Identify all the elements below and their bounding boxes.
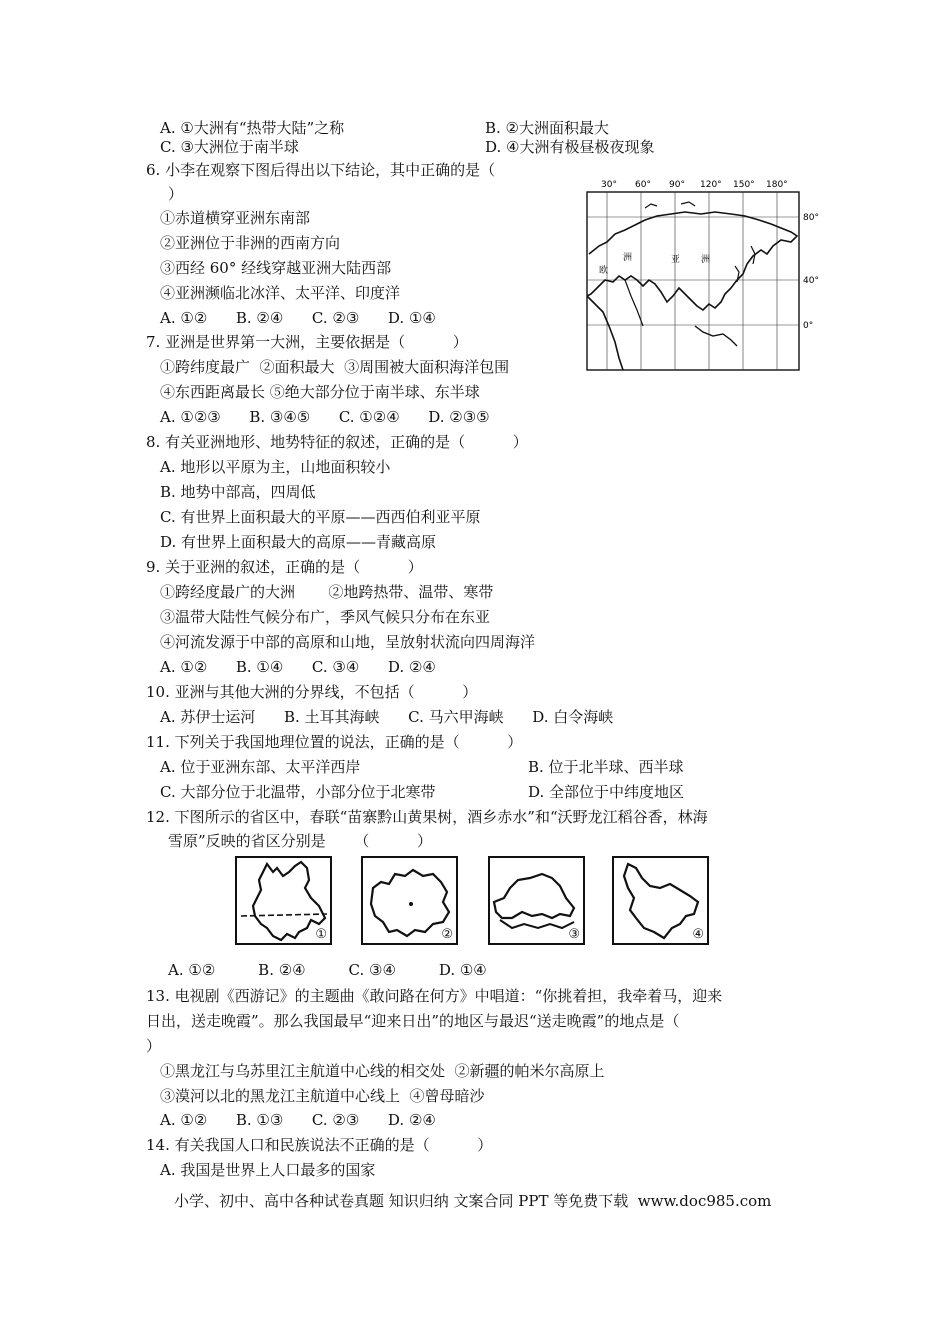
lon-label: 150°: [733, 180, 755, 190]
page-footer: 小学、初中、高中各种试卷真题 知识归纳 文案合同 PPT 等免费下载 www.doc985.com: [174, 1192, 772, 1210]
text-line: A. ①大洲有“热带大陆”之称: [160, 119, 345, 137]
text-line: 6. 小李在观察下图后得出以下结论，其中正确的是（: [146, 161, 496, 179]
text-line: 9. 关于亚洲的叙述，正确的是（ ）: [146, 558, 423, 576]
province-label: ④: [692, 927, 704, 942]
province-label: ③: [568, 927, 580, 942]
text-line: A. 地形以平原为主，山地面积较小: [160, 458, 391, 476]
lon-label: 30°: [601, 180, 617, 190]
lon-label: 60°: [635, 180, 651, 190]
text-line: 日出，送走晚霞”。那么我国最早“迎来日出”的地区与最迟“送走晚霞”的地点是（: [146, 1012, 680, 1030]
province-outline-2: [361, 856, 458, 945]
province-outline-3: [488, 856, 585, 945]
lon-label: 90°: [669, 180, 685, 190]
text-line: C. ③大洲位于南半球: [160, 138, 299, 156]
text-line: A. 位于亚洲东部、太平洋西岸: [160, 758, 361, 776]
lat-label: 40°: [803, 276, 819, 286]
text-line: D. ④大洲有极昼极夜现象: [485, 138, 655, 156]
text-line: ①赤道横穿亚洲东南部: [160, 209, 311, 227]
province-label: ②: [441, 927, 453, 942]
text-line: A. ①② B. ②④ C. ②③ D. ①④: [160, 309, 436, 327]
text-line: C. 大部分位于北温带，小部分位于北寒带: [160, 783, 436, 801]
text-line: D. 有世界上面积最大的高原——青藏高原: [160, 533, 437, 551]
text-line: ③温带大陆性气候分布广，季风气候只分布在东亚: [160, 608, 491, 626]
text-line: 10. 亚洲与其他大洲的分界线，不包括（ ）: [146, 683, 478, 701]
text-line: A. ①② B. ②④ C. ③④ D. ①④: [168, 961, 487, 979]
text-line: 8. 有关亚洲地形、地势特征的叙述，正确的是（ ）: [146, 433, 528, 451]
region-label: 洲: [623, 253, 633, 263]
text-line: ④亚洲濒临北冰洋、太平洋、印度洋: [160, 284, 401, 302]
text-line: D. 全部位于中纬度地区: [528, 783, 685, 801]
region-label: 欧: [599, 266, 609, 276]
text-line: ①跨经度最广的大洲 ②地跨热带、温带、寒带: [160, 583, 494, 601]
lat-label: 80°: [803, 213, 819, 223]
province-label: ①: [315, 927, 327, 942]
text-line: 12. 下图所示的省区中，春联“苗寨黔山黄果树，酒乡赤水”和“沃野龙江稻谷香，林海: [146, 808, 708, 826]
text-line: ③漠河以北的黑龙江主航道中心线上 ④曾母暗沙: [160, 1087, 485, 1105]
text-line: C. 有世界上面积最大的平原——西西伯利亚平原: [160, 508, 481, 526]
text-line: B. ②大洲面积最大: [485, 119, 610, 137]
asia-map: [585, 176, 817, 372]
lon-label: 120°: [700, 180, 722, 190]
lon-label: 180°: [766, 180, 788, 190]
text-line: 11. 下列关于我国地理位置的说法，正确的是（ ）: [146, 733, 523, 751]
text-line: A. ①②③ B. ③④⑤ C. ①②④ D. ②③⑤: [160, 408, 490, 426]
lat-label: 0°: [803, 321, 814, 331]
text-line: B. 位于北半球、西半球: [528, 758, 684, 776]
text-line: A. 我国是世界上人口最多的国家: [160, 1161, 376, 1179]
text-line: A. ①② B. ①④ C. ③④ D. ②④: [160, 658, 436, 676]
text-line: 雪原”反映的省区分别是 （ ）: [168, 832, 432, 850]
text-line: 7. 亚洲是世界第一大洲，主要依据是（ ）: [146, 333, 468, 351]
text-line: ①黑龙江与乌苏里江主航道中心线的相交处 ②新疆的帕米尔高原上: [160, 1062, 605, 1080]
text-line: ）: [168, 185, 184, 203]
region-label: 亚: [671, 255, 681, 265]
text-line: ④东西距离最长 ⑤绝大部分位于南半球、东半球: [160, 383, 480, 401]
text-line: A. 苏伊士运河 B. 土耳其海峡 C. 马六甲海峡 D. 白令海峡: [160, 708, 614, 726]
text-line: 14. 有关我国人口和民族说法不正确的是（ ）: [146, 1136, 493, 1154]
province-outline-1: [235, 856, 332, 945]
text-line: ②亚洲位于非洲的西南方向: [160, 234, 341, 252]
text-line: B. 地势中部高，四周低: [160, 483, 316, 501]
text-line: ）: [146, 1037, 162, 1055]
text-line: 13. 电视剧《西游记》的主题曲《敢问路在何方》中唱道：“你挑着担，我牵着马，迎来: [146, 987, 723, 1005]
text-line: ③西经 60° 经线穿越亚洲大陆西部: [160, 259, 392, 277]
text-line: ①跨纬度最广 ②面积最大 ③周围被大面积海洋包围: [160, 358, 510, 376]
text-line: ④河流发源于中部的高原和山地，呈放射状流向四周海洋: [160, 633, 536, 651]
region-label: 洲: [701, 255, 711, 265]
province-outline-4: [612, 856, 709, 945]
text-line: A. ①② B. ①③ C. ②③ D. ②④: [160, 1111, 436, 1129]
